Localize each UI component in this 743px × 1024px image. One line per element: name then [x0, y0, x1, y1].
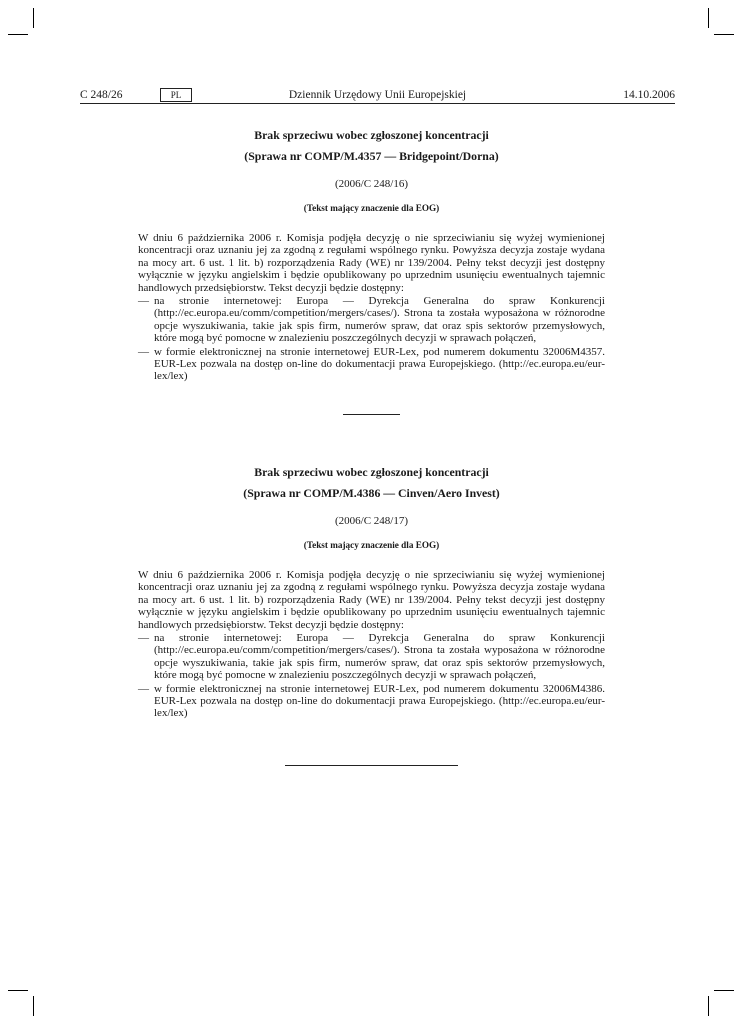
list-item-text: na stronie internetowej: Europa — Dyrekcja Generalna do spraw Konkurencji (http://ec.europa.eu/comm/competition/mergers/cases/). Strona ta została wyposażona w różnorodne opcje wyszukiwania, takie jak spis firm, numerów spraw, dat oraz spis sektorów przemysłowych, które mogą być pomocne w znalezieniu poszczególnych decyzji w sprawach połączeń,: [154, 295, 605, 345]
crop-mark-top-left-vertical: [33, 8, 34, 28]
list-item-text: w formie elektronicznej na stronie internetowej EUR-Lex, pod numerem dokumentu 32006M4386. EUR-Lex pozwala na dostęp on-line do dokumentacji prawa Europejskiego. (http://ec.europa.eu/eur-lex/lex): [154, 682, 605, 720]
page-reference: C 248/26: [80, 89, 123, 101]
notice-section-1: [138, 125, 605, 383]
notice-title-line-2: (Sprawa nr COMP/M.4357 — Bridgepoint/Dorna): [244, 149, 499, 163]
list-item: [138, 632, 605, 682]
page-header: [80, 87, 675, 103]
notice-section-2: [138, 462, 605, 720]
notice-title-line-1: Brak sprzeciwu wobec zgłoszonej koncentracji: [254, 465, 489, 479]
availability-list: [138, 295, 605, 383]
notice-paragraph: W dniu 6 października 2006 r. Komisja podjęła decyzję o nie sprzeciwianiu się wyżej wymienionej koncentracji oraz uznaniu jej za zgodną z regułami wspólnego rynku. Powyższa decyzja zostaje wydana na mocy art. 6 ust. 1 lit. b) rozporządzenia Rady (WE) nr 139/2004. Pełny tekst decyzji jest dostępny wyłącznie w języku angielskim i będzie opublikowany po uprzednim usunięciu ewentualnych tajemnic handlowych przedsiębiorstw. Tekst decyzji będzie dostępny:: [138, 569, 605, 631]
notice-title-line-1: Brak sprzeciwu wobec zgłoszonej koncentracji: [254, 128, 489, 142]
crop-mark-top-right-horizontal: [714, 34, 734, 35]
availability-list: [138, 632, 605, 720]
header-rule: [80, 103, 675, 104]
notice-title: [138, 462, 605, 504]
notice-paragraph: W dniu 6 października 2006 r. Komisja podjęła decyzję o nie sprzeciwianiu się wyżej wymienionej koncentracji oraz uznaniu jej za zgodną z regułami wspólnego rynku. Powyższa decyzja zostaje wydana na mocy art. 6 ust. 1 lit. b) rozporządzenia Rady (WE) nr 139/2004. Pełny tekst decyzji jest dostępny wyłącznie w języku angielskim i będzie opublikowany po uprzednim usunięciu ewentualnych tajemnic handlowych przedsiębiorstw. Tekst decyzji będzie dostępny:: [138, 232, 605, 294]
crop-mark-bottom-right-horizontal: [714, 990, 734, 991]
bullet-dash: —: [138, 682, 149, 695]
notice-reference: (2006/C 248/17): [334, 515, 409, 527]
crop-mark-bottom-right-vertical: [708, 996, 709, 1016]
publication-date: 14.10.2006: [623, 89, 675, 101]
bullet-dash: —: [138, 295, 149, 308]
list-item-text: w formie elektronicznej na stronie internetowej EUR-Lex, pod numerem dokumentu 32006M4357. EUR-Lex pozwala na dostęp on-line do dokumentacji prawa Europejskiego. (http://ec.europa.eu/eur-lex/lex): [154, 345, 605, 383]
notice-title: [138, 125, 605, 167]
list-item-text: na stronie internetowej: Europa — Dyrekcja Generalna do spraw Konkurencji (http://ec.europa.eu/comm/competition/mergers/cases/). Strona ta została wyposażona w różnorodne opcje wyszukiwania, takie jak spis firm, numerów spraw, dat oraz spis sektorów przemysłowych, które mogą być pomocne w znalezieniu poszczególnych decyzji w sprawach połączeń,: [154, 632, 605, 682]
notice-reference: (2006/C 248/16): [334, 178, 409, 190]
bullet-dash: —: [138, 345, 149, 358]
list-item: [138, 346, 605, 383]
section-separator: [343, 414, 400, 415]
crop-mark-top-left-horizontal: [8, 34, 28, 35]
eea-relevance-note: (Tekst mający znaczenie dla EOG): [303, 540, 440, 550]
crop-mark-bottom-left-horizontal: [8, 990, 28, 991]
list-item: [138, 295, 605, 345]
bullet-dash: —: [138, 632, 149, 645]
crop-mark-bottom-left-vertical: [33, 996, 34, 1016]
crop-mark-top-right-vertical: [708, 8, 709, 28]
language-badge: PL: [160, 88, 192, 102]
notice-title-line-2: (Sprawa nr COMP/M.4386 — Cinven/Aero Invest): [243, 486, 500, 500]
list-item: [138, 683, 605, 720]
eea-relevance-note: (Tekst mający znaczenie dla EOG): [303, 203, 440, 213]
end-rule: [285, 765, 458, 766]
journal-title: Dziennik Urzędowy Unii Europejskiej: [288, 89, 467, 101]
